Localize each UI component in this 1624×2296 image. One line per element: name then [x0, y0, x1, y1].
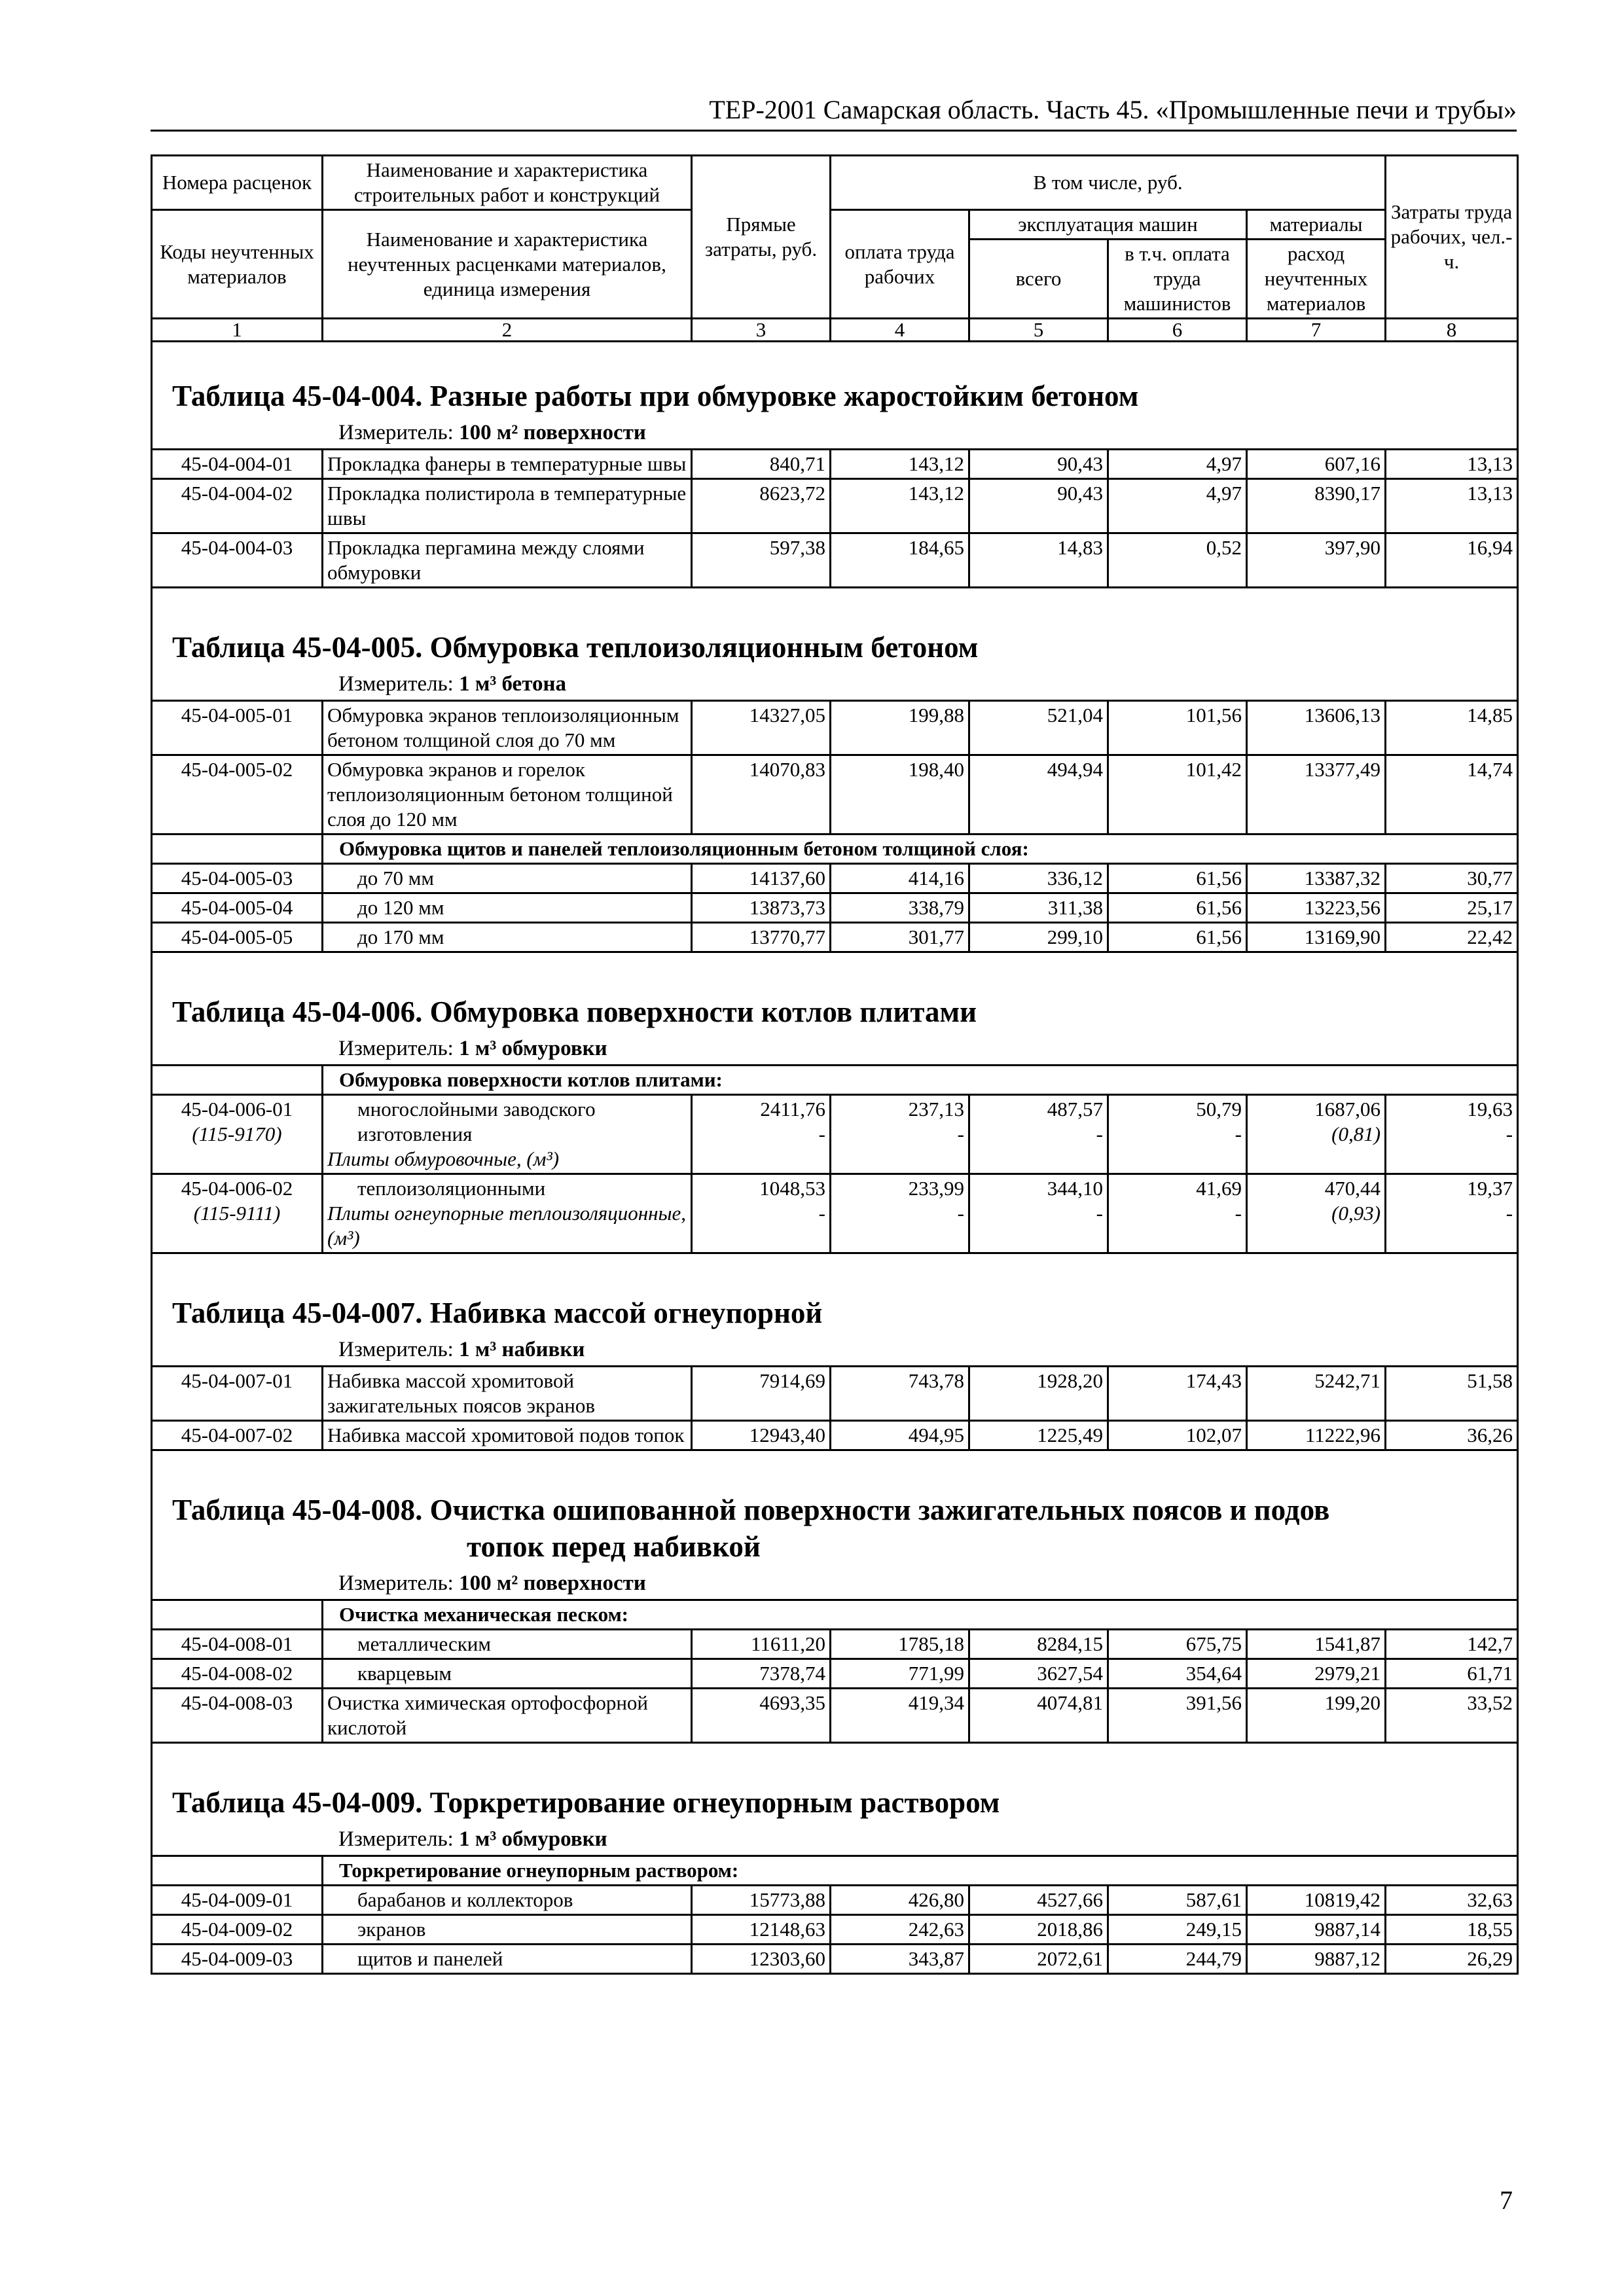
value-cell: 143,12	[831, 479, 969, 533]
colhead-materials: материалы	[1247, 210, 1386, 240]
material-code: (115-9170)	[192, 1122, 282, 1145]
value-cell: 338,79	[831, 893, 969, 923]
value-cell: 51,58	[1386, 1367, 1518, 1421]
value-cell: 199,20	[1247, 1689, 1386, 1743]
colhead-wages: оплата труда рабочих	[831, 210, 969, 319]
table-row	[152, 1915, 1518, 1945]
value-cell: 426,80	[831, 1886, 969, 1915]
table-row	[152, 755, 1518, 834]
value-cell: 743,78	[831, 1367, 969, 1421]
value-cell: 13169,90	[1247, 923, 1386, 952]
value-cell: 41,69	[1196, 1177, 1242, 1200]
value-cell: 50,79	[1196, 1098, 1242, 1121]
value-cell: 771,99	[831, 1659, 969, 1689]
table-row	[152, 1367, 1518, 1421]
table-title-row	[152, 965, 1518, 1030]
colhead-row-1	[152, 156, 1518, 210]
value-cell: 33,52	[1386, 1689, 1518, 1743]
value-cell: 199,88	[831, 701, 969, 755]
rate-code: 45-04-006-01	[181, 1098, 293, 1121]
material-value: -	[1096, 1202, 1103, 1225]
value-cell: 36,26	[1386, 1421, 1518, 1450]
value-cell: 470,44	[1324, 1177, 1381, 1200]
rate-code: 45-04-005-04	[152, 893, 323, 923]
value-cell: 391,56	[1108, 1689, 1247, 1743]
rate-name: Обмуровка экранов теплоизоляционным бетоном толщиной слоя до 70 мм	[323, 701, 692, 755]
value-cell: 343,87	[831, 1945, 969, 1974]
colhead-materials-sub: расход неучтенных материалов	[1247, 240, 1386, 319]
value-cell: 19,37	[1467, 1177, 1513, 1200]
table-row	[152, 1945, 1518, 1974]
value-cell: 249,15	[1108, 1915, 1247, 1945]
rate-name: щитов и панелей	[323, 1945, 692, 1974]
rate-code: 45-04-005-05	[152, 923, 323, 952]
colhead-mach: эксплуатация машин	[969, 210, 1247, 240]
page-number: 7	[1500, 2185, 1513, 2215]
spacer-row	[152, 952, 1518, 965]
material-value: -	[957, 1122, 964, 1145]
colhead-row-2	[152, 210, 1518, 240]
measure-label: Измеритель:	[338, 1571, 454, 1595]
value-cell: 607,16	[1247, 450, 1386, 479]
value-cell: 8284,15	[969, 1630, 1108, 1659]
colnum: 8	[1386, 319, 1518, 342]
value-cell: 9887,12	[1247, 1945, 1386, 1974]
rate-name: металлическим	[323, 1630, 692, 1659]
value-cell: 13770,77	[692, 923, 831, 952]
value-cell: 301,77	[831, 923, 969, 952]
value-cell: 11222,96	[1247, 1421, 1386, 1450]
value-cell: 4693,35	[692, 1689, 831, 1743]
value-cell: 1785,18	[831, 1630, 969, 1659]
value-cell: 587,61	[1108, 1886, 1247, 1915]
table-title-row	[152, 1266, 1518, 1331]
table-title: Таблица 45-04-006. Обмуровка поверхности котлов плитами	[172, 996, 977, 1028]
colnum: 3	[692, 319, 831, 342]
value-cell: 32,63	[1386, 1886, 1518, 1915]
rate-code: 45-04-009-03	[152, 1945, 323, 1974]
colnum: 5	[969, 319, 1108, 342]
header-rule	[151, 130, 1517, 132]
value-cell: 26,29	[1386, 1945, 1518, 1974]
table-row	[152, 1689, 1518, 1743]
table-row	[152, 1174, 1518, 1253]
value-cell: 0,52	[1108, 533, 1247, 588]
material-code: (115-9111)	[193, 1202, 281, 1225]
value-cell: 101,56	[1108, 701, 1247, 755]
value-cell: 344,10	[1047, 1177, 1103, 1200]
value-cell: 5242,71	[1247, 1367, 1386, 1421]
table-title-row	[152, 600, 1518, 666]
group-row	[152, 1600, 1518, 1630]
table-title: Таблица 45-04-007. Набивка массой огнеупорной	[172, 1297, 823, 1329]
rate-name: кварцевым	[323, 1659, 692, 1689]
measure-row	[152, 414, 1518, 450]
rate-name: до 70 мм	[323, 864, 692, 893]
value-cell: 61,56	[1108, 864, 1247, 893]
table-row	[152, 1659, 1518, 1689]
material-value: (0,93)	[1331, 1202, 1381, 1225]
table-title: Таблица 45-04-004. Разные работы при обмуровке жаростойким бетоном	[172, 380, 1139, 412]
value-cell: 184,65	[831, 533, 969, 588]
rate-name: до 120 мм	[323, 893, 692, 923]
group-row	[152, 1856, 1518, 1886]
value-cell: 414,16	[831, 864, 969, 893]
value-cell: 13,13	[1386, 479, 1518, 533]
table-row	[152, 1421, 1518, 1450]
table-title-row	[152, 1463, 1518, 1565]
value-cell: 494,95	[831, 1421, 969, 1450]
table-title-cont: топок перед набивкой	[467, 1530, 761, 1563]
colhead-direct: Прямые затраты, руб.	[692, 156, 831, 319]
value-cell: 311,38	[969, 893, 1108, 923]
spacer-row	[152, 1253, 1518, 1266]
material-value: -	[1096, 1122, 1103, 1145]
value-cell: 675,75	[1108, 1630, 1247, 1659]
rate-name: Набивка массой хромитовой зажигательных поясов экранов	[323, 1367, 692, 1421]
table-row	[152, 923, 1518, 952]
rate-name: барабанов и коллекторов	[323, 1886, 692, 1915]
value-cell: 13387,32	[1247, 864, 1386, 893]
colhead-name-top: Наименование и характеристика строительных работ и конструкций	[323, 156, 692, 210]
colnum: 7	[1247, 319, 1386, 342]
rate-code: 45-04-005-01	[152, 701, 323, 755]
measure-value: 100 м² поверхности	[459, 421, 646, 444]
rate-code: 45-04-004-03	[152, 533, 323, 588]
rate-name: Набивка массой хромитовой подов топок	[323, 1421, 692, 1450]
running-header: ТЕР-2001 Самарская область. Часть 45. «Промышленные печи и трубы»	[709, 95, 1517, 124]
spacer-row	[152, 1743, 1518, 1756]
spacer-row	[152, 588, 1518, 601]
rate-name: теплоизоляционными	[357, 1177, 546, 1200]
value-cell: 4527,66	[969, 1886, 1108, 1915]
rate-name: многослойными заводского изготовления	[357, 1098, 596, 1145]
material-value: -	[818, 1122, 825, 1145]
colhead-incl: В том числе, руб.	[831, 156, 1386, 210]
value-cell: 419,34	[831, 1689, 969, 1743]
value-cell: 16,94	[1386, 533, 1518, 588]
measure-row	[152, 1030, 1518, 1066]
value-cell: 8623,72	[692, 479, 831, 533]
value-cell: 521,04	[969, 701, 1108, 755]
value-cell: 1928,20	[969, 1367, 1108, 1421]
value-cell: 233,99	[908, 1177, 964, 1200]
table-row	[152, 1095, 1518, 1174]
table-row	[152, 450, 1518, 479]
measure-row	[152, 1565, 1518, 1600]
value-cell: 397,90	[1247, 533, 1386, 588]
rate-name: Прокладка фанеры в температурные швы	[323, 450, 692, 479]
material-value: (0,81)	[1331, 1122, 1381, 1145]
measure-label: Измеритель:	[338, 1827, 454, 1851]
value-cell: 2979,21	[1247, 1659, 1386, 1689]
colnum: 2	[323, 319, 692, 342]
value-cell: 7914,69	[692, 1367, 831, 1421]
colhead-mach-wages: в т.ч. оплата труда машинистов	[1108, 240, 1247, 319]
value-cell: 61,56	[1108, 893, 1247, 923]
rates-table	[151, 154, 1519, 1975]
group-title: Обмуровка щитов и панелей теплоизоляционным бетоном толщиной слоя:	[323, 834, 1518, 864]
value-cell: 4,97	[1108, 479, 1247, 533]
value-cell: 12148,63	[692, 1915, 831, 1945]
colhead-mach-total: всего	[969, 240, 1108, 319]
value-cell: 597,38	[692, 533, 831, 588]
table-title: Таблица 45-04-009. Торкретирование огнеупорным раствором	[172, 1786, 1000, 1819]
value-cell: 242,63	[831, 1915, 969, 1945]
value-cell: 299,10	[969, 923, 1108, 952]
measure-value: 100 м² поверхности	[459, 1571, 646, 1595]
value-cell: 11611,20	[692, 1630, 831, 1659]
value-cell: 90,43	[969, 450, 1108, 479]
rate-name: Очистка химическая ортофосфорной кислотой	[323, 1689, 692, 1743]
rate-name: экранов	[323, 1915, 692, 1945]
colhead-labor: Затраты труда рабочих, чел.-ч.	[1386, 156, 1518, 319]
rate-code: 45-04-007-01	[152, 1367, 323, 1421]
value-cell: 19,63	[1467, 1098, 1513, 1121]
value-cell: 4074,81	[969, 1689, 1108, 1743]
value-cell: 13377,49	[1247, 755, 1386, 834]
rate-name: Прокладка пергамина между слоями обмуровки	[323, 533, 692, 588]
value-cell: 2072,61	[969, 1945, 1108, 1974]
value-cell: 61,71	[1386, 1659, 1518, 1689]
value-cell: 18,55	[1386, 1915, 1518, 1945]
value-cell: 13606,13	[1247, 701, 1386, 755]
value-cell: 494,94	[969, 755, 1108, 834]
measure-label: Измеритель:	[338, 421, 454, 444]
material-value: -	[1235, 1202, 1242, 1225]
value-cell: 237,13	[908, 1098, 964, 1121]
value-cell: 1687,06	[1314, 1098, 1381, 1121]
value-cell: 2018,86	[969, 1915, 1108, 1945]
table-title-row	[152, 342, 1518, 415]
value-cell: 13,13	[1386, 450, 1518, 479]
value-cell: 3627,54	[969, 1659, 1108, 1689]
measure-row	[152, 666, 1518, 701]
value-cell: 14327,05	[692, 701, 831, 755]
value-cell: 9887,14	[1247, 1915, 1386, 1945]
value-cell: 101,42	[1108, 755, 1247, 834]
colhead-codes-top: Номера расценок	[152, 156, 323, 210]
table-row	[152, 893, 1518, 923]
value-cell: 13873,73	[692, 893, 831, 923]
colnum: 6	[1108, 319, 1247, 342]
measure-value: 1 м³ обмуровки	[459, 1037, 607, 1060]
rate-code: 45-04-009-01	[152, 1886, 323, 1915]
measure-row	[152, 1821, 1518, 1856]
measure-label: Измеритель:	[338, 672, 454, 696]
value-cell: 8390,17	[1247, 479, 1386, 533]
value-cell: 198,40	[831, 755, 969, 834]
value-cell: 244,79	[1108, 1945, 1247, 1974]
measure-label: Измеритель:	[338, 1338, 454, 1361]
value-cell: 1541,87	[1247, 1630, 1386, 1659]
value-cell: 10819,42	[1247, 1886, 1386, 1915]
value-cell: 336,12	[969, 864, 1108, 893]
colhead-codes-bottom: Коды неучтенных материалов	[152, 210, 323, 319]
rate-code: 45-04-008-01	[152, 1630, 323, 1659]
measure-value: 1 м³ набивки	[459, 1338, 585, 1361]
value-cell: 14,85	[1386, 701, 1518, 755]
value-cell: 354,64	[1108, 1659, 1247, 1689]
table-row	[152, 701, 1518, 755]
colhead-name-bottom: Наименование и характеристика неучтенных расценками материалов, единица измерения	[323, 210, 692, 319]
value-cell: 12943,40	[692, 1421, 831, 1450]
table-row	[152, 1630, 1518, 1659]
material-value: -	[1506, 1202, 1513, 1225]
measure-row	[152, 1331, 1518, 1367]
rate-code: 45-04-007-02	[152, 1421, 323, 1450]
colnum: 4	[831, 319, 969, 342]
value-cell: 14137,60	[692, 864, 831, 893]
value-cell: 143,12	[831, 450, 969, 479]
group-title: Очистка механическая песком:	[323, 1600, 1518, 1630]
colnum: 1	[152, 319, 323, 342]
table-title: Таблица 45-04-005. Обмуровка теплоизоляционным бетоном	[172, 631, 979, 664]
value-cell: 61,56	[1108, 923, 1247, 952]
material-name: Плиты обмуровочные, (м³)	[327, 1147, 560, 1170]
table-row	[152, 864, 1518, 893]
table-title-row	[152, 1755, 1518, 1821]
colhead-numbers	[152, 319, 1518, 342]
value-cell: 12303,60	[692, 1945, 831, 1974]
group-title: Обмуровка поверхности котлов плитами:	[323, 1066, 1518, 1095]
material-value: -	[957, 1202, 964, 1225]
material-value: -	[1235, 1122, 1242, 1145]
material-value: -	[1506, 1122, 1513, 1145]
table-row	[152, 1886, 1518, 1915]
rate-code: 45-04-005-03	[152, 864, 323, 893]
rate-name: до 170 мм	[323, 923, 692, 952]
value-cell: 1225,49	[969, 1421, 1108, 1450]
rate-code: 45-04-008-02	[152, 1659, 323, 1689]
rate-code: 45-04-009-02	[152, 1915, 323, 1945]
value-cell: 22,42	[1386, 923, 1518, 952]
value-cell: 174,43	[1108, 1367, 1247, 1421]
value-cell: 14,74	[1386, 755, 1518, 834]
rate-code: 45-04-005-02	[152, 755, 323, 834]
value-cell: 102,07	[1108, 1421, 1247, 1450]
rate-name: Обмуровка экранов и горелок теплоизоляционным бетоном толщиной слоя до 120 мм	[323, 755, 692, 834]
value-cell: 142,7	[1386, 1630, 1518, 1659]
rate-code: 45-04-004-01	[152, 450, 323, 479]
material-name: Плиты огнеупорные теплоизоляционные, (м³)	[327, 1202, 687, 1249]
table-row	[152, 533, 1518, 588]
rate-code: 45-04-006-02	[181, 1177, 293, 1200]
group-title: Торкретирование огнеупорным раствором:	[323, 1856, 1518, 1886]
material-value: -	[818, 1202, 825, 1225]
value-cell: 14070,83	[692, 755, 831, 834]
value-cell: 14,83	[969, 533, 1108, 588]
value-cell: 25,17	[1386, 893, 1518, 923]
value-cell: 487,57	[1047, 1098, 1103, 1121]
group-row	[152, 834, 1518, 864]
rate-code: 45-04-004-02	[152, 479, 323, 533]
value-cell: 7378,74	[692, 1659, 831, 1689]
table-row	[152, 479, 1518, 533]
value-cell: 30,77	[1386, 864, 1518, 893]
rate-name: Прокладка полистирола в температурные швы	[323, 479, 692, 533]
measure-value: 1 м³ обмуровки	[459, 1827, 607, 1851]
value-cell: 4,97	[1108, 450, 1247, 479]
group-row	[152, 1066, 1518, 1095]
value-cell: 13223,56	[1247, 893, 1386, 923]
measure-value: 1 м³ бетона	[459, 672, 566, 696]
value-cell: 90,43	[969, 479, 1108, 533]
value-cell: 1048,53	[759, 1177, 825, 1200]
spacer-row	[152, 1450, 1518, 1463]
table-title: Таблица 45-04-008. Очистка ошипованной поверхности зажигательных поясов и подов	[172, 1494, 1330, 1526]
value-cell: 15773,88	[692, 1886, 831, 1915]
measure-label: Измеритель:	[338, 1037, 454, 1060]
rate-code: 45-04-008-03	[152, 1689, 323, 1743]
value-cell: 2411,76	[760, 1098, 825, 1121]
value-cell: 840,71	[692, 450, 831, 479]
